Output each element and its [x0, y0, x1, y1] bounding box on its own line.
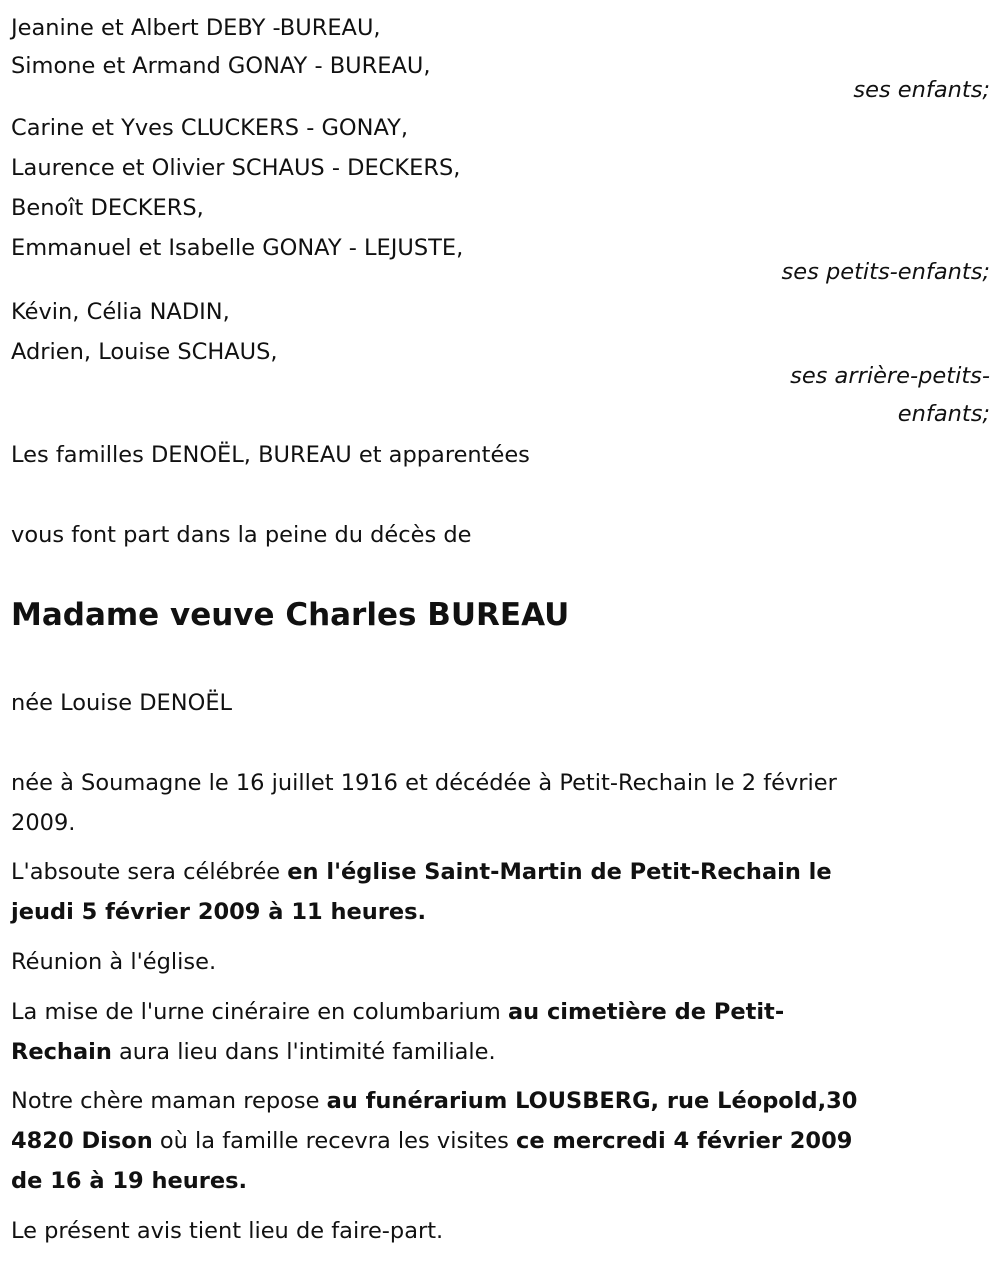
family-line: Emmanuel et Isabelle GONAY - LEJUSTE, — [11, 235, 464, 261]
urn-line — [11, 1032, 496, 1072]
relation-label: ses arrière-petits- — [790, 363, 990, 389]
family-line: Laurence et Olivier SCHAUS - DECKERS, — [11, 155, 461, 181]
family-line: Simone et Armand GONAY - BUREAU, — [11, 53, 431, 79]
absoute-line — [11, 852, 832, 892]
text: où la famille recevra les visites — [152, 1128, 516, 1154]
family-line: Jeanine et Albert DEBY -BUREAU, — [11, 15, 381, 41]
family-line: Kévin, Célia NADIN, — [11, 299, 230, 325]
announce-line: vous font part dans la peine du décès de — [11, 522, 472, 548]
maiden-name: née Louise DENOËL — [11, 690, 233, 716]
reunion-line: Réunion à l'église. — [11, 949, 217, 975]
repose-line — [11, 1121, 852, 1161]
families-line: Les familles DENOËL, BUREAU et apparentées — [11, 442, 530, 468]
deceased-name: Madame veuve Charles BUREAU — [11, 597, 570, 633]
bold-text: au funérarium LOUSBERG, rue Léopold,30 — [326, 1088, 858, 1114]
family-line: Carine et Yves CLUCKERS - GONAY, — [11, 115, 408, 141]
family-line: Benoît DECKERS, — [11, 195, 204, 221]
urn-line — [11, 992, 784, 1032]
absoute-line: jeudi 5 février 2009 à 11 heures. — [11, 899, 427, 925]
bold-text: Rechain — [11, 1039, 112, 1065]
text: La mise de l'urne cinéraire en columbarium — [11, 999, 508, 1025]
text: aura lieu dans l'intimité familiale. — [111, 1039, 496, 1065]
relation-label: ses petits-enfants; — [781, 259, 990, 285]
bold-text: en l'église Saint-Martin de Petit-Rechain le — [287, 859, 832, 885]
relation-label: enfants; — [897, 401, 990, 427]
bold-text: au cimetière de Petit- — [507, 999, 785, 1025]
closing-line: Le présent avis tient lieu de faire-part. — [11, 1218, 444, 1244]
birth-death-line: née à Soumagne le 16 juillet 1916 et décédée à Petit-Rechain le 2 février — [11, 770, 837, 796]
birth-death-line: 2009. — [11, 810, 76, 836]
repose-line: de 16 à 19 heures. — [11, 1168, 248, 1194]
bold-text: 4820 Dison — [11, 1128, 153, 1154]
family-line: Adrien, Louise SCHAUS, — [11, 339, 278, 365]
bold-text: ce mercredi 4 février 2009 — [515, 1128, 853, 1154]
text: Notre chère maman repose — [11, 1088, 327, 1114]
relation-label: ses enfants; — [853, 77, 990, 103]
repose-line — [11, 1081, 857, 1121]
text: L'absoute sera célébrée — [11, 859, 288, 885]
